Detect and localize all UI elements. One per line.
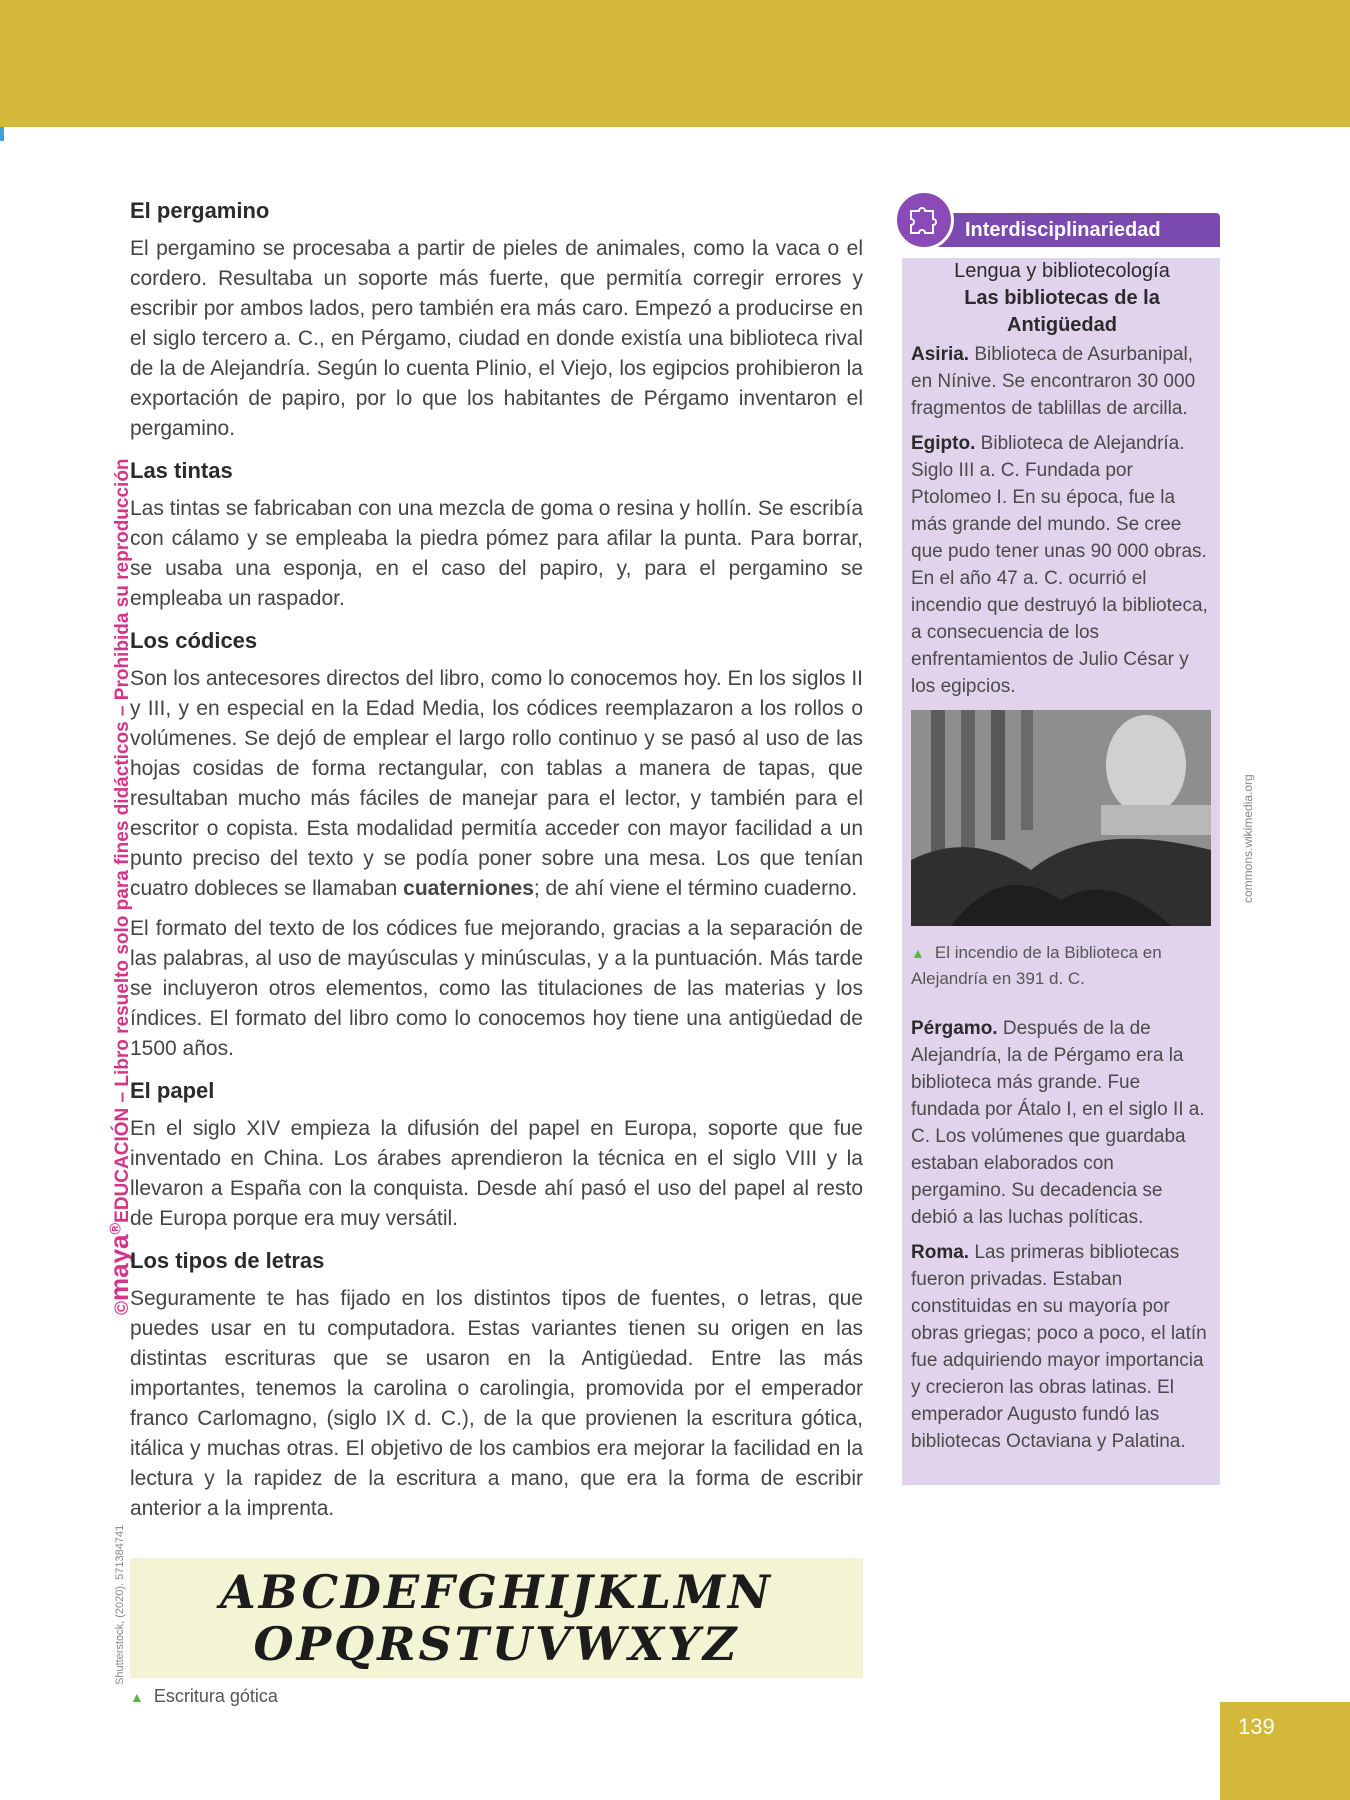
gothic-caption-text: Escritura gótica: [153, 1686, 278, 1706]
main-text-column: [130, 196, 863, 1536]
credit-text: EDUCACIÓN – Libro resuelto solo para fines didácticos – Prohibida su reproducción: [112, 458, 133, 1223]
entry-term: Roma.: [911, 1242, 970, 1263]
entry-text: Biblioteca de Alejandría. Siglo III a. C. Fundada por Ptolomeo I. En su época, fue la más grande del mundo. Se cree que pudo tener unas 90 000 obras. En el año 47 a. C. ocurrió el incendio que destruyó la biblioteca, a consecuencia de los enfrentamientos de Julio César y los egipcios.: [911, 433, 1208, 697]
sidebar-subject: Lengua y bibliotecología: [954, 260, 1170, 282]
entry-term: Asiria.: [911, 344, 970, 365]
heading-codices: Los códices: [130, 628, 258, 653]
copyright-symbol: ©: [112, 1301, 133, 1315]
page-number: 139: [1220, 1702, 1350, 1800]
sidebar-content: [911, 258, 1213, 1463]
gothic-script-sample: [130, 1558, 863, 1678]
sidebar-entry-asiria: [911, 341, 1213, 422]
sidebar-title: Las bibliotecas de la Antigüedad: [964, 287, 1160, 336]
puzzle-icon: [894, 190, 954, 250]
paragraph-codices-2: El formato del texto de los códices fue mejorando, gracias a la separación de las palabras, al uso de mayúsculas y minúsculas, y a la puntuación. Más tarde se incluyeron otros elementos, como las titulaciones de las materias y los índices. El formato del libro como lo conocemos hoy tiene una antigüedad de 1500 años.: [130, 917, 863, 1060]
codices-text-b: ; de ahí viene el término cuaderno.: [533, 877, 858, 900]
gothic-line-2: OPQRSTUVWXYZ: [253, 1617, 740, 1671]
heading-papel: El papel: [130, 1078, 215, 1103]
paragraph-pergamino: El pergamino se procesaba a partir de pieles de animales, como la vaca o el cordero. Resultaba un soporte más fuerte, que permitía corregir errores y escribir por ambos lados, pero también era más caro. Empezó a producirse en el siglo tercero a. C., en Pérgamo, ciudad en donde existía una biblioteca rival de la de Alejandría. Según lo cuenta Plinio, el Viejo, los egipcios prohibieron la exportación de papiro, por lo que los habitantes de Pérgamo inventaron el pergamino.: [130, 237, 863, 440]
gothic-line-1: ABCDEFGHIJKLMN: [220, 1565, 773, 1619]
sidebar-header: Interdisciplinariedad: [923, 213, 1220, 247]
paragraph-codices-1: [130, 664, 863, 904]
library-fire-illustration: [911, 710, 1211, 926]
paragraph-tipos-letras: Seguramente te has fijado en los distintos tipos de fuentes, o letras, que puedes usar en tu computadora. Estas variantes tienen su origen en las distintas escrituras que se usaron en la Antigüedad. Entre las más importantes, tenemos la carolina o carolingia, promovida por el emperador franco Carlomagno, (siglo IX d. C.), de la que provienen la escritura gótica, itálica y muchas otras. El objetivo de los cambios era mejorar la facilidad en la lectura y la rapidez de la escritura a mano, que era la forma de escribir anterior a la imprenta.: [130, 1287, 863, 1520]
photo-credit-left: Shutterstock, (2020). 571384741: [114, 1524, 126, 1685]
entry-term: Pérgamo.: [911, 1018, 998, 1039]
entry-text: Biblioteca de Asurbanipal, en Nínive. Se encontraron 30 000 fragmentos de tablillas de arcilla.: [911, 344, 1196, 419]
triangle-icon: ▲: [130, 1689, 144, 1705]
heading-tipos-letras: Los tipos de letras: [130, 1248, 325, 1273]
triangle-icon: ▲: [911, 945, 925, 961]
codices-text-a: Son los antecesores directos del libro, como lo conocemos hoy. En los siglos II y III, y en especial en la Edad Media, los códices reemplazaron a los rollos o volúmenes. Se dejó de emplear el largo rollo continuo y se pasó al uso de las hojas cosidas de forma rectangular, con tablas a manera de tapas, que resultaban mucho más fáciles de manejar para el lector, y también para el escritor o copista. Esta modalidad permitía acceder con mayor facilidad a un punto preciso del texto y se podía poner sobre una mesa. Los que tenían cuatro dobleces se llamaban: [130, 667, 863, 900]
photo-credit-right: commons.wikimedia.org: [1241, 774, 1255, 903]
heading-tintas: Las tintas: [130, 458, 233, 483]
sidebar-entry-egipto: [911, 430, 1213, 700]
paragraph-tintas: Las tintas se fabricaban con una mezcla de goma o resina y hollín. Se escribía con cálamo y se empleaba la piedra pómez para afilar la punta. Para borrar, se usaba una esponja, en el caso del papiro, y, para el pergamino se empleaba un raspador.: [130, 497, 863, 610]
sidebar-entry-roma: [911, 1239, 1213, 1455]
registered-mark: ®: [107, 1222, 125, 1235]
gothic-caption: [130, 1686, 278, 1707]
brand-name: maya: [104, 1234, 134, 1301]
sidebar-entry-pergamo: [911, 1015, 1213, 1231]
illustration-caption: [911, 940, 1213, 991]
codices-bold-term: cuaterniones: [403, 877, 534, 900]
entry-text: Las primeras bibliotecas fueron privadas. Estaban constituidas en su mayoría por obras griegas; poco a poco, el latín fue adquiriendo mayor importancia y crecieron las obras latinas. El emperador Augusto fundó las bibliotecas Octaviana y Palatina.: [911, 1242, 1207, 1452]
entry-text: Después de la de Alejandría, la de Pérgamo era la biblioteca más grande. Fue fundada por Átalo I, en el siglo II a. C. Los volúmenes que guardaba estaban elaborados con pergamino. Su decadencia se debió a las luchas políticas.: [911, 1018, 1205, 1228]
entry-term: Egipto.: [911, 433, 976, 454]
paragraph-papel: En el siglo XIV empieza la difusión del papel en Europa, soporte que fue inventado en China. Los árabes aprendieron la técnica en el siglo VIII y la llevaron a España con la conquista. Desde ahí pasó el uso del papel al resto de Europa porque era muy versátil.: [130, 1117, 863, 1230]
top-accent-tick: [0, 127, 4, 141]
top-color-band: [0, 0, 1350, 127]
heading-pergamino: El pergamino: [130, 198, 270, 223]
illustration-caption-text: El incendio de la Biblioteca en Alejandría en 391 d. C.: [911, 943, 1162, 988]
